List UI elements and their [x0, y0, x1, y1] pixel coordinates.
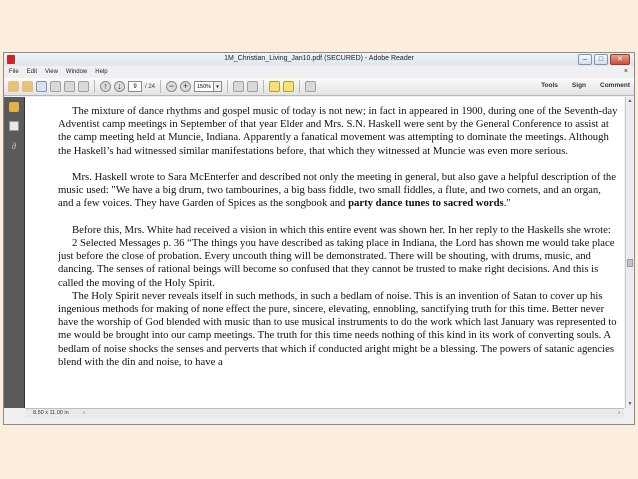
paragraph-text: 2 Selected Messages p. 36 “The things you have described as taking place in Indiana, the Lord has shown me would take place just before the close of probation. Every uncouth thing will be demonstrated. There will be shouting, with drums, music, and dancing. The senses of rational beings will become so confused that they cannot be trusted to make right decisions. And this is called the moving of the Holy Spirit.: [58, 237, 615, 289]
menu-file[interactable]: File: [9, 69, 19, 75]
toolbar-separator: [160, 80, 161, 93]
fit-page-icon[interactable]: [233, 81, 244, 92]
paragraph: [58, 290, 618, 369]
create-icon[interactable]: [22, 81, 33, 92]
scroll-down-icon[interactable]: ▼: [627, 401, 633, 407]
scroll-up-icon[interactable]: ▲: [627, 98, 633, 104]
navigation-panel: [4, 97, 25, 408]
highlight-icon[interactable]: [283, 81, 294, 92]
menu-view[interactable]: View: [45, 69, 58, 75]
upload-icon[interactable]: [36, 81, 47, 92]
paragraph-text: Before this, Mrs. White had received a vision in which this entire event was shown her. In her reply to the Haskells she wrote:: [72, 223, 611, 236]
scroll-left-icon[interactable]: ‹: [83, 410, 85, 416]
prev-page-icon[interactable]: ↑: [100, 81, 111, 92]
comment-icon[interactable]: [269, 81, 280, 92]
paragraph-text: The Holy Spirit never reveals itself in such methods, in such a bedlam of noise. This is an invention of Satan to cover up his ingenious methods for making of none effect the pure, sincere, elevating, ennobling, sanctifying truth for this time. Better never have the worship of God blended with music than to use musical instruments to do the work which last January was represented to me would be brought into our camp meetings. The truth for this time needs nothing of this kind in its work of converting souls. A bedlam of noise shocks the senses and perverts that which if conducted aright might be a blessing. The powers of satanic agencies blend with the din and noise, to have a: [58, 289, 617, 368]
zoom-dropdown[interactable]: ▾: [214, 81, 222, 92]
paragraph-text: The mixture of dance rhythms and gospel music of today is not new; in fact in appeared in 1900, during one of the Seventh-day Adventist camp meetings in September of that year Elder and Mrs. S.N. Haskell were sent by the General Conference to assist at the camp meeting held at Muncie, Indiana. Apparently a fanatical movement was attempting to dominate the meetings. Although the Haskell’s had witnessed similar manifestations before, that which they witnessed at Muncie was even more serious.: [58, 105, 618, 157]
menu-edit[interactable]: Edit: [26, 69, 38, 75]
toolbar-separator: [263, 80, 264, 93]
paragraph: [58, 237, 618, 290]
scroll-thumb[interactable]: [627, 259, 633, 267]
toolbar-separator: [299, 80, 300, 93]
paragraph-end: .": [503, 197, 511, 210]
document-view[interactable]: [25, 97, 624, 408]
page-total: / 24: [145, 83, 156, 90]
print-icon[interactable]: [64, 81, 75, 92]
adobe-reader-window: [3, 52, 635, 425]
document-page: [58, 105, 618, 369]
toolbar-separator: [227, 80, 228, 93]
lock-icon[interactable]: [9, 102, 19, 112]
tools-link[interactable]: Tools: [541, 82, 558, 89]
toolbar-separator: [94, 80, 95, 93]
scroll-right-icon[interactable]: ›: [618, 410, 620, 416]
page-size-label: 8.50 x 11.00 in: [33, 410, 69, 416]
toolbar: [4, 78, 634, 96]
menu-window[interactable]: Window: [65, 69, 88, 75]
paragraph: [58, 105, 618, 158]
bold-phrase: party dance tunes to sacred words: [348, 197, 504, 210]
zoom-out-icon[interactable]: −: [166, 81, 177, 92]
pages-icon[interactable]: [9, 121, 19, 131]
zoom-in-icon[interactable]: +: [180, 81, 191, 92]
fullscreen-icon[interactable]: [247, 81, 258, 92]
title-bar: [4, 53, 634, 66]
attachment-icon[interactable]: ∂: [11, 141, 17, 151]
sign-icon[interactable]: [305, 81, 316, 92]
status-bar: [25, 408, 624, 417]
page-number-input[interactable]: 9: [128, 81, 142, 92]
window-title: 1M_Christian_Living_Jan10.pdf (SECURED) - Adobe Reader: [224, 55, 414, 62]
email-icon[interactable]: [78, 81, 89, 92]
minimize-button[interactable]: –: [578, 54, 592, 65]
zoom-input[interactable]: 150%: [194, 81, 214, 92]
share-icon[interactable]: [50, 81, 61, 92]
comment-link[interactable]: Comment: [600, 82, 630, 89]
paragraph: [58, 224, 618, 237]
open-icon[interactable]: [8, 81, 19, 92]
paragraph: [58, 171, 618, 211]
close-button[interactable]: ✕: [610, 54, 630, 65]
document-close-button[interactable]: ×: [623, 68, 628, 75]
menu-bar: [4, 67, 634, 77]
sign-link[interactable]: Sign: [571, 82, 587, 89]
menu-help[interactable]: Help: [95, 69, 108, 75]
vertical-scrollbar[interactable]: [625, 97, 634, 408]
next-page-icon[interactable]: ↓: [114, 81, 125, 92]
maximize-button[interactable]: □: [594, 54, 608, 65]
paragraph-text: Mrs. Haskell wrote to Sara McEnterfer and described not only the meeting in general, but also gave a helpful description of the music used: "We have a big drum, two tambourines, a big bass fiddle, two small fiddles, a flute, and two cornets, and an organ, and a few voices. They have Garden of Spices as the songbook and: [58, 171, 617, 210]
